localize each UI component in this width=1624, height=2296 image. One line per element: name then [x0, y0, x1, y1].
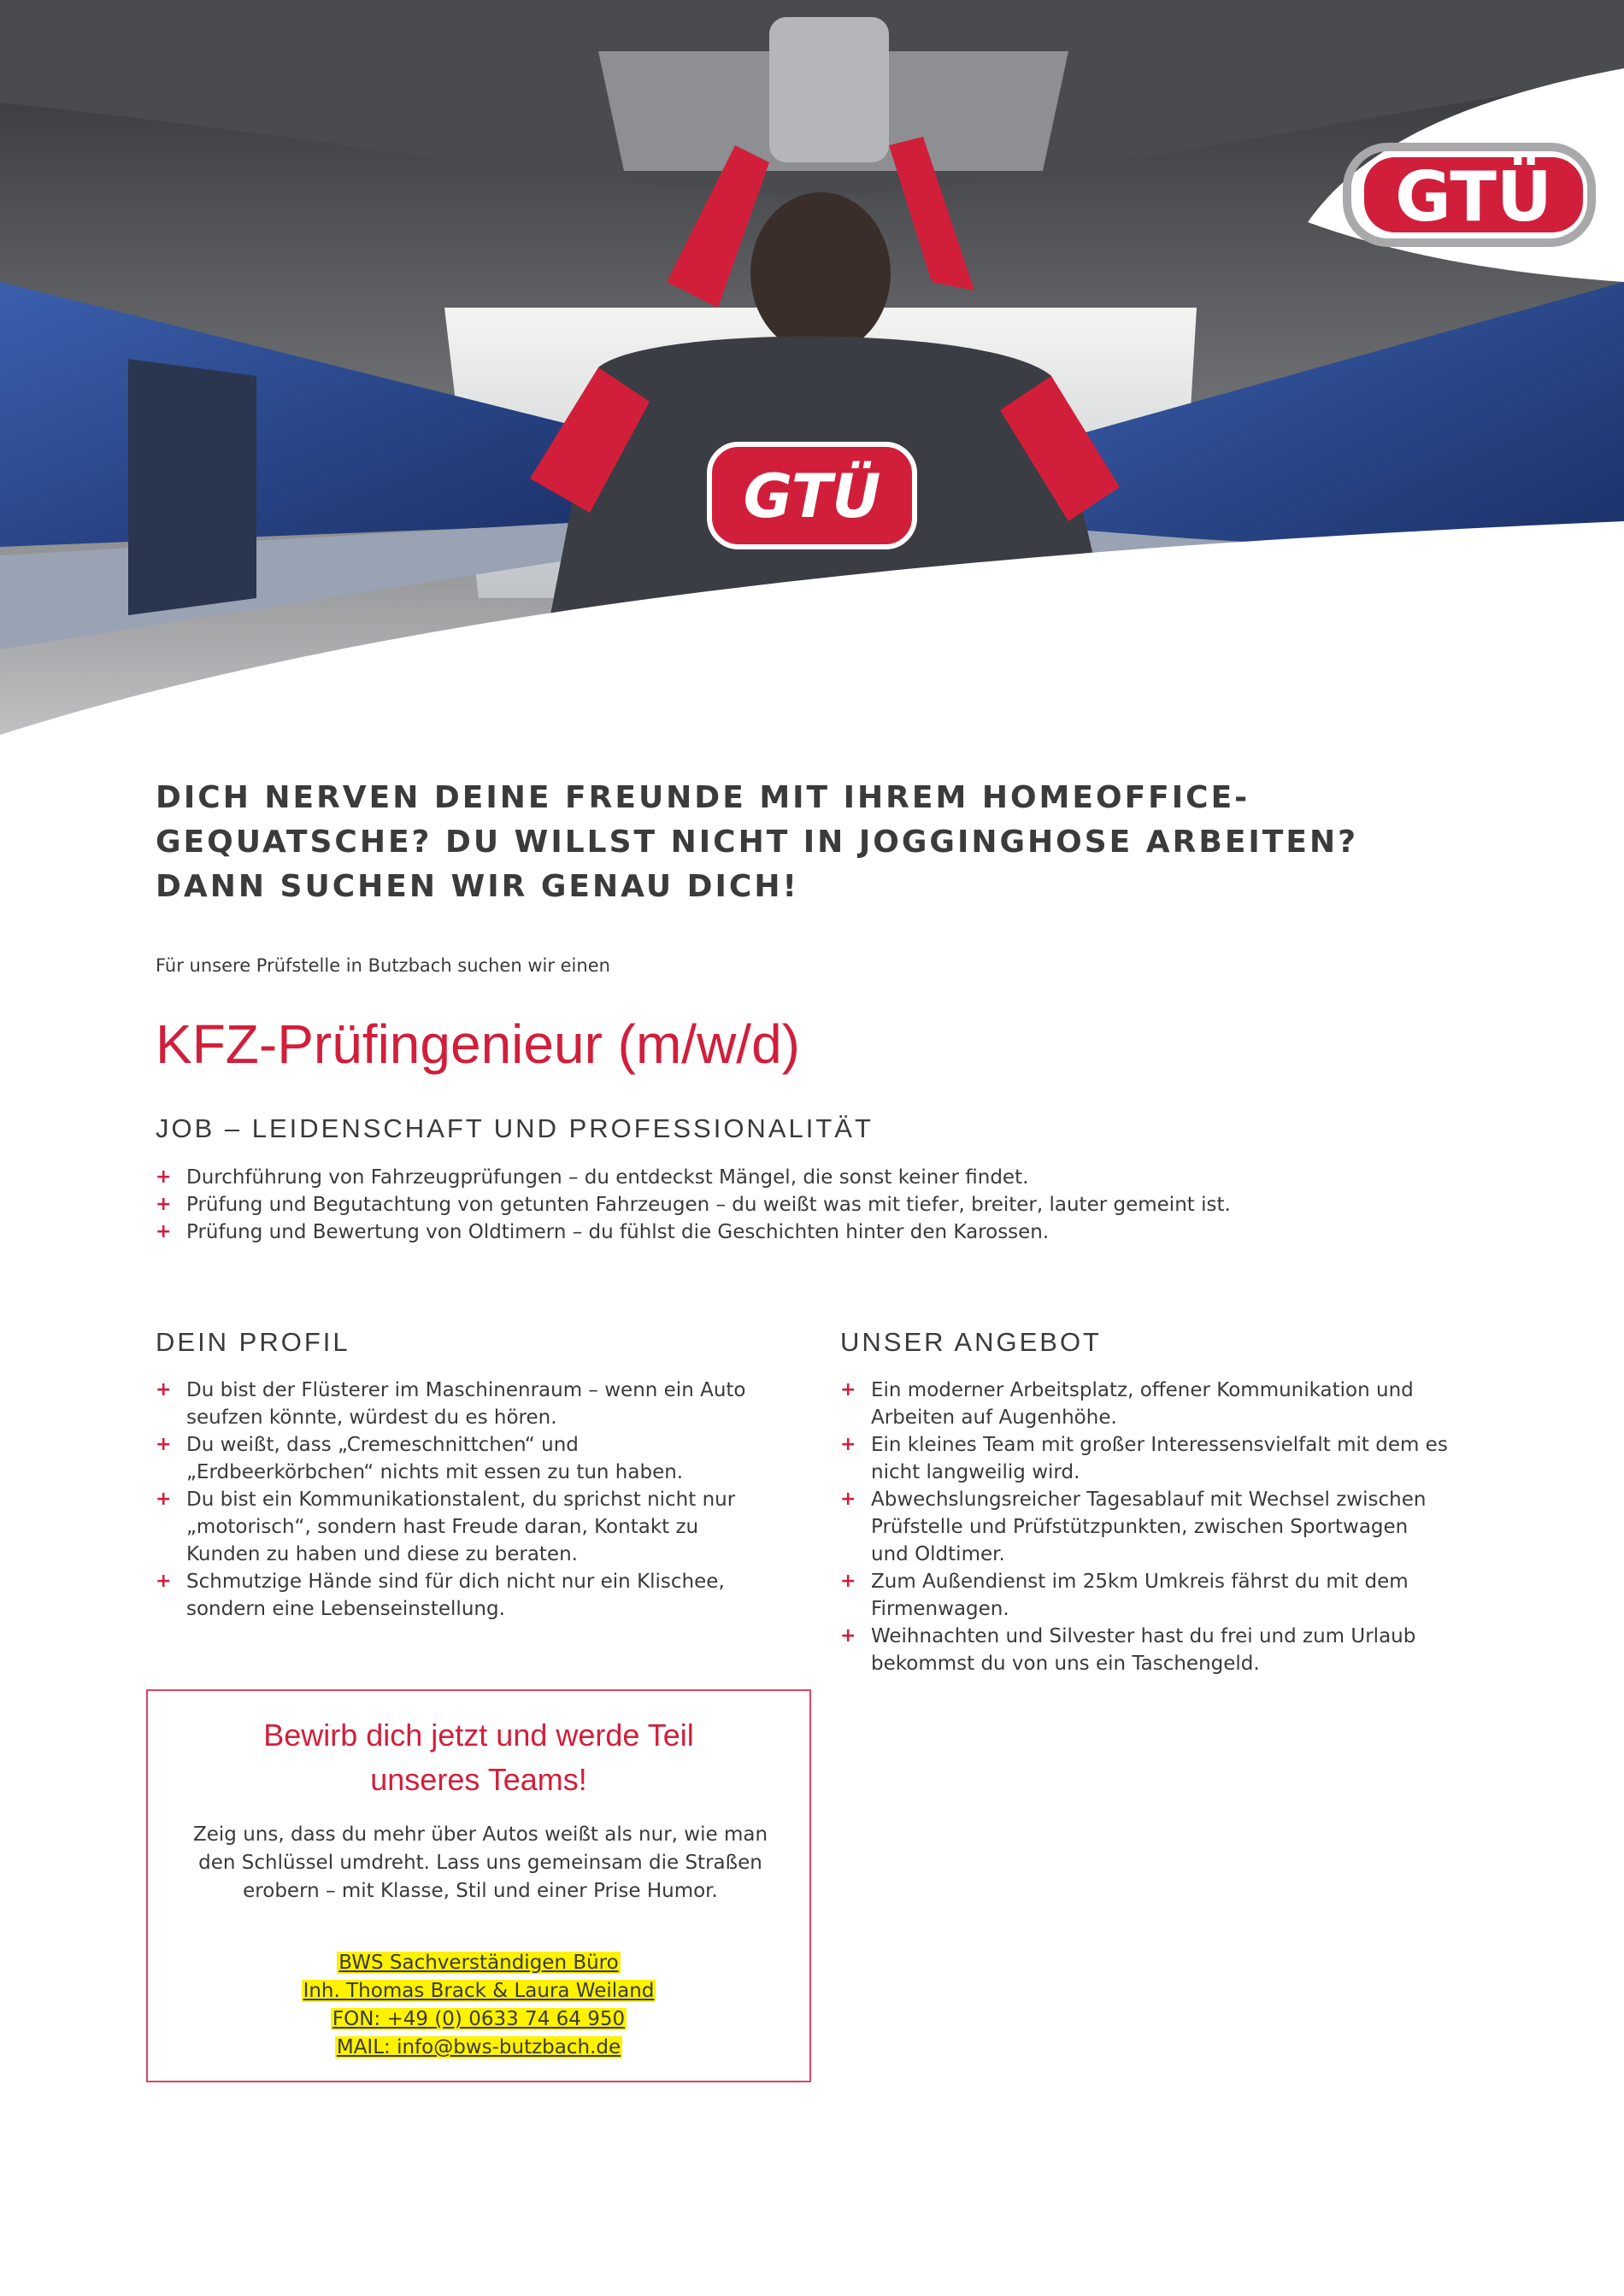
list-item: + Abwechslungsreicher Tagesablauf mit Wechsel zwischen Prüfstelle und Prüfstützpunkten, zwischen Sportwagen und Oldtimer. — [840, 1486, 1524, 1568]
list-item: + Ein kleines Team mit großer Interessensvielfalt mit dem es nicht langweilig wird. — [840, 1431, 1524, 1486]
contact-owners: Inh. Thomas Brack & Laura Weiland — [303, 1980, 655, 2002]
job-title: KFZ-Prüfingenieur (m/w/d) — [156, 1013, 800, 1075]
list-item: + Schmutzige Hände sind für dich nicht nur ein Klischee, sondern eine Lebenseinstellung. — [156, 1568, 822, 1623]
plus-icon: + — [156, 1221, 172, 1242]
plus-icon: + — [840, 1625, 856, 1647]
plus-icon: + — [156, 1379, 172, 1401]
headline-line: GEQUATSCHE? DU WILLST NICHT IN JOGGINGHOSE ARBEITEN? — [156, 825, 1358, 860]
contact-phone[interactable]: FON: +49 (0) 0633 74 64 950 — [332, 2008, 626, 2030]
plus-icon: + — [156, 1194, 172, 1215]
cta-title: Bewirb dich jetzt und werde Teil unseres Teams! — [263, 1718, 694, 1797]
application-box — [146, 1689, 811, 2082]
list-item: + Du bist ein Kommunikationstalent, du sprichst nicht nur „motorisch“, sondern hast Freude daran, Kontakt zu Kunden zu haben und diese zu beraten. — [156, 1486, 822, 1568]
list-item: + Ein moderner Arbeitsplatz, offener Kommunikation und Arbeiten auf Augenhöhe. — [840, 1377, 1524, 1431]
plus-icon: + — [840, 1489, 856, 1510]
list-item: + Prüfung und Bewertung von Oldtimern – du fühlst die Geschichten hinter den Karossen. — [156, 1218, 1523, 1246]
svg-text:GTÜ: GTÜ — [743, 461, 881, 531]
plus-icon: + — [156, 1489, 172, 1510]
contact-company: BWS Sachverständigen Büro — [338, 1952, 619, 1974]
cta-text: Zeig uns, dass du mehr über Autos weißt als nur, wie man den Schlüssel umdreht. Lass uns gemeinsam die Straßen erobern – mit Klasse, Stil und einer Prise Humor. — [192, 1823, 768, 1902]
offer-list — [840, 1377, 1524, 1677]
offer-section-heading: UNSER ANGEBOT — [840, 1327, 1102, 1357]
intro-text: Für unsere Prüfstelle in Butzbach suchen wir einen — [156, 955, 610, 976]
list-item: + Weihnachten und Silvester hast du frei und zum Urlaub bekommst du von uns ein Taschengeld. — [840, 1623, 1524, 1677]
plus-icon: + — [156, 1571, 172, 1592]
list-item: + Du bist der Flüsterer im Maschinenraum – wenn ein Auto seufzen könnte, würdest du es hören. — [156, 1377, 822, 1431]
contact-mail[interactable]: MAIL: info@bws-butzbach.de — [336, 2036, 621, 2058]
headline-line: DICH NERVEN DEINE FREUNDE MIT IHREM HOMEOFFICE- — [156, 780, 1250, 815]
plus-icon: + — [840, 1434, 856, 1455]
job-section-heading: JOB – LEIDENSCHAFT UND PROFESSIONALITÄT — [156, 1113, 874, 1143]
profile-list — [156, 1377, 822, 1623]
job-duties-list — [156, 1164, 1523, 1246]
list-item: + Prüfung und Begutachtung von getunten Fahrzeugen – du weißt was mit tiefer, breiter, lauter gemeint ist. — [156, 1191, 1523, 1218]
plus-icon: + — [840, 1379, 856, 1401]
headline-line: DANN SUCHEN WIR GENAU DICH! — [156, 869, 799, 904]
list-item: + Zum Außendienst im 25km Umkreis fährst du mit dem Firmenwagen. — [840, 1568, 1524, 1623]
logo-text: GTÜ — [1395, 157, 1552, 237]
plus-icon: + — [156, 1166, 172, 1188]
profile-section-heading: DEIN PROFIL — [156, 1327, 350, 1357]
plus-icon: + — [840, 1571, 856, 1592]
headline — [156, 776, 1489, 909]
list-item: + Du weißt, dass „Cremeschnittchen“ und „Erdbeerkörbchen“ nichts mit essen zu tun haben. — [156, 1431, 822, 1486]
contact-block — [148, 1949, 809, 2062]
plus-icon: + — [156, 1434, 172, 1455]
list-item: + Durchführung von Fahrzeugprüfungen – du entdeckst Mängel, die sonst keiner findet. — [156, 1164, 1523, 1191]
gtu-logo — [1342, 128, 1598, 256]
